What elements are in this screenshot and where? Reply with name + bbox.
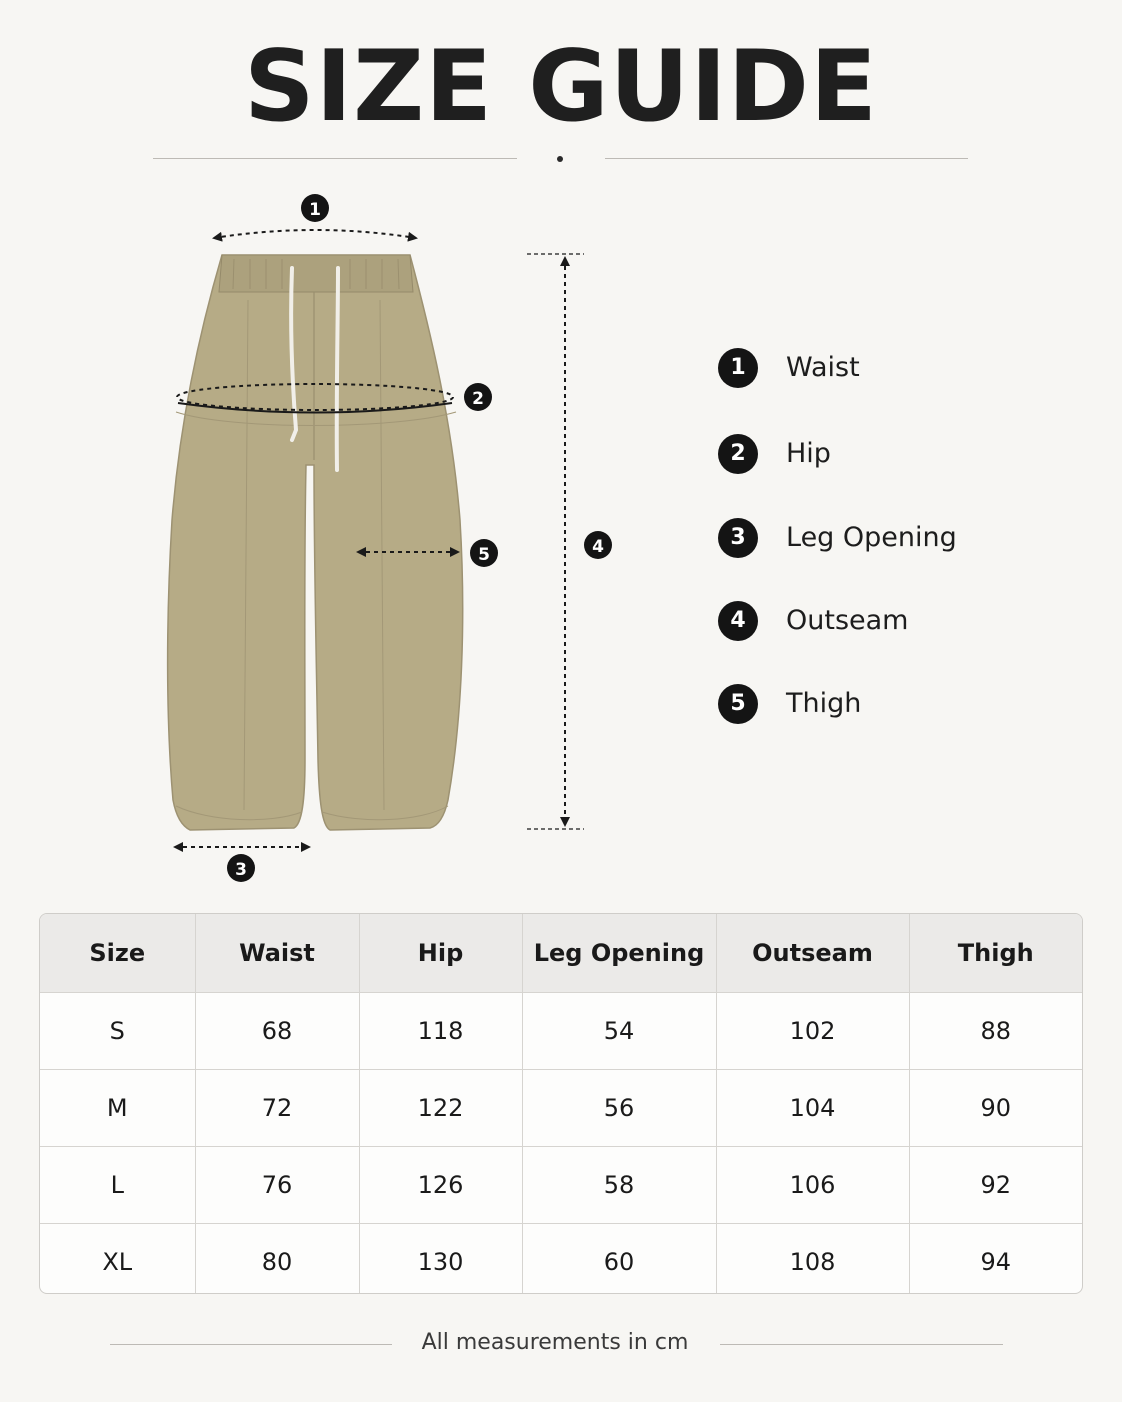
badge-5 <box>470 539 498 567</box>
page-title: SIZE GUIDE <box>244 30 878 144</box>
table-cell: 126 <box>359 1147 522 1224</box>
title-dot <box>557 156 563 162</box>
table-cell: 90 <box>909 1070 1082 1147</box>
legend-label: Thigh <box>786 688 862 719</box>
table-cell: 94 <box>909 1224 1082 1295</box>
table-cell: 54 <box>522 993 716 1070</box>
table-cell: 108 <box>716 1224 909 1295</box>
table-cell: 92 <box>909 1147 1082 1224</box>
legend-badge: 4 <box>718 601 758 641</box>
svg-text:5: 5 <box>478 545 490 565</box>
legend-item-thigh <box>718 684 1038 724</box>
svg-text:3: 3 <box>235 860 247 880</box>
badge-4 <box>584 531 612 559</box>
badge-1 <box>301 194 329 222</box>
table-cell: S <box>40 993 195 1070</box>
column-header: Outseam <box>716 914 909 993</box>
footer-rule-right <box>720 1344 1003 1345</box>
table-cell: 68 <box>195 993 359 1070</box>
size-table-container <box>39 913 1083 1294</box>
title-rule-left <box>153 158 517 159</box>
legend-label: Leg Opening <box>786 522 957 553</box>
table-cell: 104 <box>716 1070 909 1147</box>
legend-label: Waist <box>786 352 860 383</box>
table-cell: 58 <box>522 1147 716 1224</box>
table-cell: 130 <box>359 1224 522 1295</box>
table-cell: 60 <box>522 1224 716 1295</box>
size-table <box>40 914 1082 1294</box>
svg-text:1: 1 <box>309 200 321 220</box>
legend-item-waist <box>718 348 1038 388</box>
measurement-units-note: All measurements in cm <box>421 1330 689 1355</box>
column-header: Thigh <box>909 914 1082 993</box>
table-cell: 56 <box>522 1070 716 1147</box>
column-header: Size <box>40 914 195 993</box>
legend-badge: 5 <box>718 684 758 724</box>
table-row <box>40 1070 1082 1147</box>
column-header: Leg Opening <box>522 914 716 993</box>
waist-measure-arrow <box>214 230 416 238</box>
legend-badge: 3 <box>718 518 758 558</box>
pants-illustration <box>168 255 463 830</box>
title-rule-right <box>605 158 968 159</box>
column-header: Waist <box>195 914 359 993</box>
legend-label: Outseam <box>786 605 909 636</box>
table-header-row <box>40 914 1082 993</box>
legend-item-leg-opening <box>718 518 1038 558</box>
table-cell: 80 <box>195 1224 359 1295</box>
svg-text:4: 4 <box>592 537 604 557</box>
table-row <box>40 1224 1082 1295</box>
table-cell: L <box>40 1147 195 1224</box>
legend-item-outseam <box>718 601 1038 641</box>
table-cell: XL <box>40 1224 195 1295</box>
table-row <box>40 993 1082 1070</box>
legend-label: Hip <box>786 438 831 469</box>
table-row <box>40 1147 1082 1224</box>
pants-diagram <box>0 180 700 900</box>
column-header: Hip <box>359 914 522 993</box>
legend-item-hip <box>718 434 1038 474</box>
table-cell: 106 <box>716 1147 909 1224</box>
badge-3 <box>227 854 255 882</box>
legend-badge: 2 <box>718 434 758 474</box>
table-cell: 88 <box>909 993 1082 1070</box>
table-cell: 118 <box>359 993 522 1070</box>
table-cell: 122 <box>359 1070 522 1147</box>
table-cell: M <box>40 1070 195 1147</box>
badge-2 <box>464 383 492 411</box>
table-cell: 72 <box>195 1070 359 1147</box>
table-cell: 102 <box>716 993 909 1070</box>
legend-badge: 1 <box>718 348 758 388</box>
svg-text:2: 2 <box>472 389 484 409</box>
table-cell: 76 <box>195 1147 359 1224</box>
